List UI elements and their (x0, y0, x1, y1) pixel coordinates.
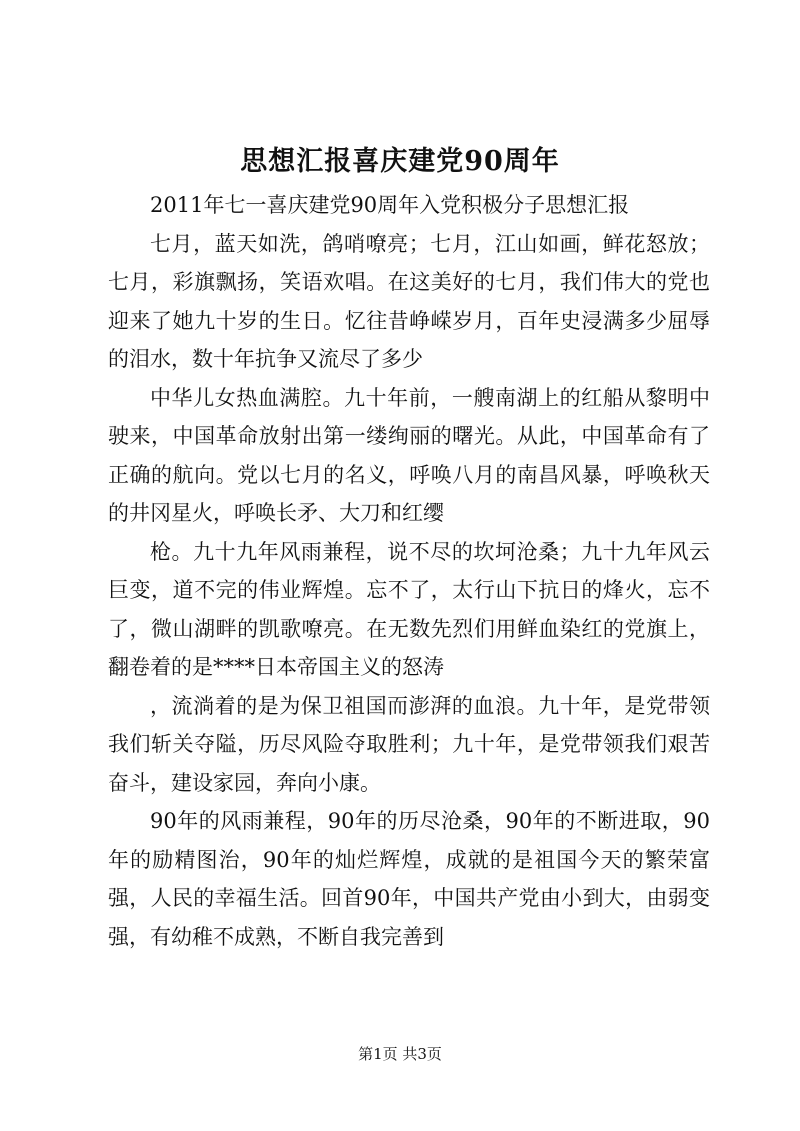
document-body (108, 186, 710, 956)
paragraph: 枪。九十九年风雨兼程，说不尽的坎坷沧桑；九十九年风云巨变，道不完的伟业辉煌。忘不了，太行山下抗日的烽火，忘不了，微山湖畔的凯歌嘹亮。在无数先烈们用鲜血染红的党旗上，翻卷着的是****日本帝国主义的怒涛 (108, 539, 710, 679)
paragraph: 中华儿女热血满腔。九十年前，一艘南湖上的红船从黎明中驶来，中国革命放射出第一缕绚丽的曙光。从此，中国革命有了正确的航向。党以七月的名义，呼唤八月的南昌风暴，呼唤秋天的井冈星火，呼唤长矛、大刀和红缨 (108, 385, 710, 525)
paragraph: 七月，蓝天如洗，鸽哨嘹亮；七月，江山如画，鲜花怒放；七月，彩旗飘扬，笑语欢唱。在这美好的七月，我们伟大的党也迎来了她九十岁的生日。忆往昔峥嵘岁月，百年史浸满多少屈辱的泪水，数十年抗争又流尽了多少 (108, 231, 710, 371)
document-title: 思想汇报喜庆建党90周年 (240, 146, 560, 177)
page-footer: 第1页 共3页 (358, 1045, 442, 1063)
paragraph: ，流淌着的是为保卫祖国而澎湃的血浪。九十年，是党带领我们斩关夺隘，历尽风险夺取胜利；九十年，是党带领我们艰苦奋斗，建设家园，奔向小康。 (108, 693, 710, 795)
paragraph: 90年的风雨兼程，90年的历尽沧桑，90年的不断进取，90年的励精图治，90年的灿烂辉煌，成就的是祖国今天的繁荣富强，人民的幸福生活。回首90年，中国共产党由小到大，由弱变强，有幼稚不成熟，不断自我完善到 (108, 809, 710, 949)
paragraph-subtitle: 2011年七一喜庆建党90周年入党积极分子思想汇报 (150, 193, 630, 217)
